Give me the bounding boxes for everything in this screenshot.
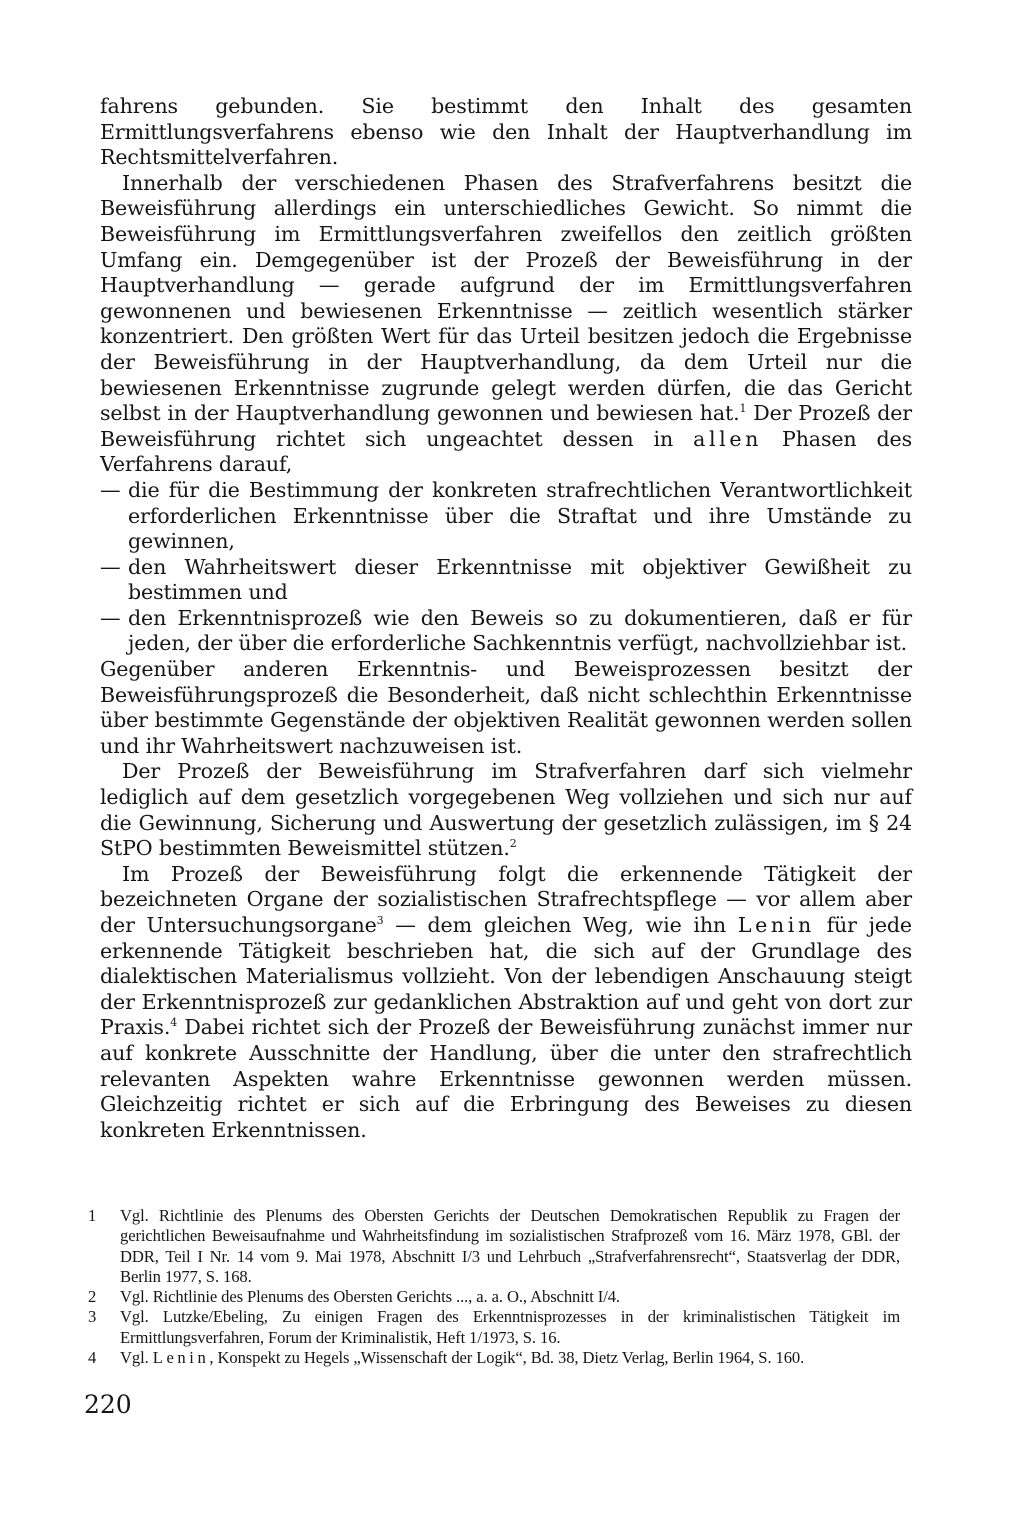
footnote-number: 4 bbox=[88, 1348, 97, 1368]
list-item bbox=[100, 555, 912, 606]
footnote-1 bbox=[88, 1206, 900, 1287]
footnote-number: 1 bbox=[88, 1206, 97, 1225]
footnote-number: 3 bbox=[88, 1307, 97, 1327]
paragraph-2-text-c: Phasen des Verfahrens darauf, bbox=[100, 426, 912, 477]
footnote-text: Vgl. Richtlinie des Plenums des Obersten Gerichts der Deutschen Demokratischen Republik zu Fragen der gerichtlichen Beweisaufnahme und Wahrheitsfindung im sozialistischen Strafprozeß vom 16. März 1978, GBl. der DDR, Teil I Nr. 14 vom 9. Mai 1978, Abschnitt I/3 und Lehrbuch „Strafverfahrensrecht“, Staatsverlag der DDR, Berlin 1977, S. 168. bbox=[120, 1206, 900, 1286]
paragraph-5 bbox=[100, 862, 912, 1144]
paragraph-5-text-a: Im Prozeß der Beweisführung folgt die erkennende Tätigkeit der bezeichneten Organe der sozialistischen Strafrechtspflege — vor allem aber der Untersuchungsorgane bbox=[100, 861, 912, 937]
list-item bbox=[100, 478, 912, 555]
dash-list bbox=[100, 478, 912, 657]
list-item-text: den Erkenntnisprozeß wie den Beweis so zu dokumentieren, daß er für jeden, der über die erforderliche Sachkenntnis verfügt, nachvollziehbar ist. bbox=[128, 605, 912, 656]
footnote-text: Vgl. Richtlinie des Plenums des Obersten Gerichts ..., a. a. O., Abschnitt I/4. bbox=[120, 1287, 620, 1307]
paragraph-3 bbox=[100, 657, 912, 759]
paragraph-2-text-b: Der Prozeß der Beweisführung richtet sich ungeachtet dessen in bbox=[100, 401, 912, 451]
paragraph-5-text-d: Dabei richtet sich der Prozeß der Beweisführung zunächst immer nur auf konkrete Ausschnitte der Handlung, über die unter den strafrechtlich relevanten Aspekten wahre Erkenntnisse gewonnen werden müssen. Gleichzeitig richtet er sich auf die Erbringung des Beweises zu diesen konkreten Erkenntnissen. bbox=[100, 1015, 912, 1142]
footnote-number: 2 bbox=[88, 1287, 97, 1307]
footnotes bbox=[88, 1206, 900, 1368]
emphasis-lenin: Lenin bbox=[737, 913, 815, 937]
dash-marker: — bbox=[100, 477, 121, 502]
footnote-ref-3[interactable]: 3 bbox=[376, 914, 384, 927]
footnote-ref-4[interactable]: 4 bbox=[170, 1016, 178, 1030]
paragraph-1-text: fahrens gebunden. Sie bestimmt den Inhalt des gesamten Ermittlungsverfahrens ebenso wie den Inhalt der Hauptverhandlung im Rechtsmittelverfahren. bbox=[100, 94, 912, 170]
dash-marker: — bbox=[100, 605, 121, 630]
footnote-text: , Konspekt zu Hegels „Wissenschaft der Logik“, Bd. 38, Dietz Verlag, Berlin 1964, S. 160. bbox=[209, 1348, 805, 1368]
paragraph-4-text: Der Prozeß der Beweisführung im Strafverfahren darf sich vielmehr lediglich auf dem gesetzlich vorgegebenen Weg vollziehen und sich nur auf die Gewinnung, Sicherung und Auswertung der gesetzlich zulässigen, im § 24 StPO bestimmten Beweismittel stützen. bbox=[100, 759, 912, 861]
main-text bbox=[100, 94, 912, 1143]
footnote-ref-1[interactable]: 1 bbox=[739, 402, 747, 416]
paragraph-5-text-b: — dem gleichen Weg, wie ihn bbox=[383, 913, 738, 937]
paragraph-1 bbox=[100, 94, 912, 171]
footnote-ref-2[interactable]: 2 bbox=[509, 837, 517, 851]
list-item-text: den Wahrheitswert dieser Erkenntnisse mit objektiver Gewißheit zu bestimmen und bbox=[128, 554, 912, 605]
footnote-text: Vgl. Lutzke/Ebeling, Zu einigen Fragen des Erkenntnisprozesses in der kriminalistischen Tätigkeit im Ermittlungsverfahren, Forum der Kriminalistik, Heft 1/1973, S. 16. bbox=[120, 1307, 900, 1347]
footnote-emphasis-lenin: Lenin bbox=[152, 1348, 210, 1368]
dash-marker: — bbox=[100, 554, 121, 579]
paragraph-2-text-a: Innerhalb der verschiedenen Phasen des Strafverfahrens besitzt die Beweisführung allerdings ein unterschiedliches Gewicht. So nimmt die Beweisführung im Ermittlungsverfahren zweifellos den zeitlich größten Umfang ein. Demgegenüber ist der Prozeß der Beweisführung in der Hauptverhandlung — gerade aufgrund der im Ermittlungsverfahren gewonnenen und bewiesenen Erkenntnisse — zeitlich wesentlich stärker konzentriert. Den größten Wert für das Urteil besitzen jedoch die Ergebnisse der Beweisführung in der Hauptverhandlung, da dem Urteil nur die bewiesenen Erkenntnisse zugrunde gelegt werden dürfen, die das Gericht selbst in der Hauptverhandlung gewonnen und bewiesen hat. bbox=[100, 170, 912, 426]
footnote-2 bbox=[88, 1287, 900, 1307]
page-body bbox=[100, 94, 912, 1143]
footnote-3 bbox=[88, 1307, 900, 1348]
paragraph-4 bbox=[100, 759, 912, 861]
list-item bbox=[100, 606, 912, 657]
emphasis-allen: allen bbox=[693, 426, 762, 451]
footnote-4 bbox=[88, 1348, 900, 1368]
paragraph-3-text: Gegenüber anderen Erkenntnis- und Beweisprozessen besitzt der Beweisführungsprozeß die Besonderheit, daß nicht schlechthin Erkenntnisse über bestimmte Gegenstände der objektiven Realität gewonnen werden sollen und ihr Wahrheitswert nachzuweisen ist. bbox=[100, 657, 912, 758]
list-item-text: die für die Bestimmung der konkreten strafrechtlichen Verantwortlichkeit erforderlichen Erkenntnisse über die Straftat und ihre Umstände zu gewinnen, bbox=[128, 477, 912, 554]
paragraph-2 bbox=[100, 171, 912, 478]
page-number: 220 bbox=[84, 1390, 132, 1419]
footnote-prefix: Vgl. bbox=[120, 1348, 153, 1368]
paragraph-5-text-c: für jede erkennende Tätigkeit beschrieben hat, die sich auf der Grundlage des dialektischen Materialismus vollzieht. Von der lebendigen Anschauung steigt der Erkenntnisprozeß zur gedanklichen Abstraktion auf und geht von dort zur Praxis. bbox=[100, 913, 912, 1040]
